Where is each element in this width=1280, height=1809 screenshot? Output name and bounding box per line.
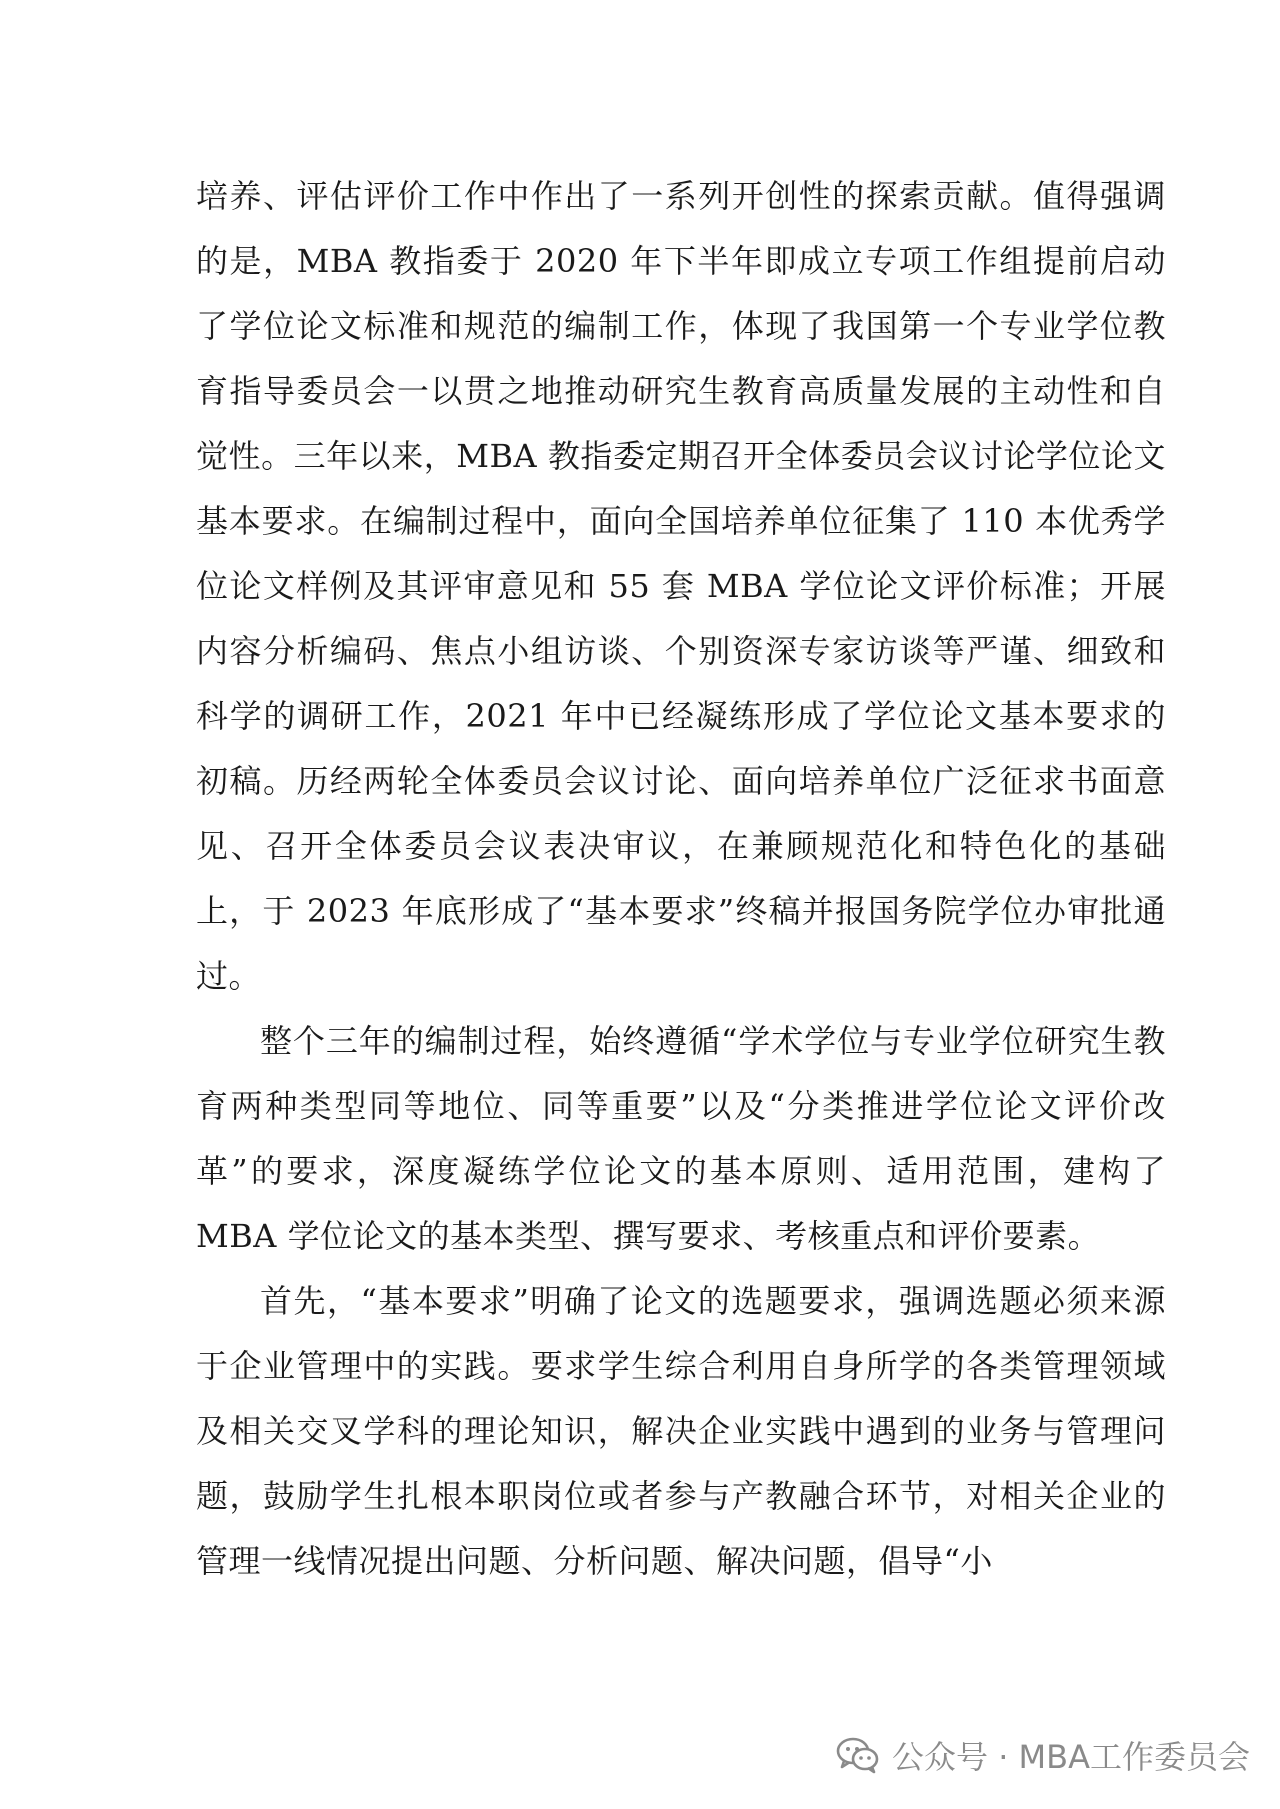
paragraph-1: 培养、评估评价工作中作出了一系列开创性的探索贡献。值得强调的是，MBA 教指委于 2020 年下半年即成立专项工作组提前启动了学位论文标准和规范的编制工作，体现了我国第一个专业学位教育指导委员会一以贯之地推动研究生教育高质量发展的主动性和自觉性。三年以来，MBA 教指委定期召开全体委员会议讨论学位论文基本要求。在编制过程中，面向全国培养单位征集了 110 本优秀学位论文样例及其评审意见和 55 套 MBA 学位论文评价标准；开展内容分析编码、焦点小组访谈、个别资深专家访谈等严谨、细致和科学的调研工作，2021 年中已经凝练形成了学位论文基本要求的初稿。历经两轮全体委员会议讨论、面向培养单位广泛征求书面意见、召开全体委员会议表决审议，在兼顾规范化和特色化的基础上，于 2023 年底形成了“基本要求”终稿并报国务院学位办审批通过。 (196, 177, 1166, 995)
paragraph-2: 整个三年的编制过程，始终遵循“学术学位与专业学位研究生教育两种类型同等地位、同等重要”以及“分类推进学位论文评价改革”的要求，深度凝练学位论文的基本原则、适用范围，建构了 MBA 学位论文的基本类型、撰写要求、考核重点和评价要素。 (196, 1022, 1166, 1255)
paragraph-3: 首先，“基本要求”明确了论文的选题要求，强调选题必须来源于企业管理中的实践。要求学生综合利用自身所学的各类管理领域及相关交叉学科的理论知识，解决企业实践中遇到的业务与管理问题，鼓励学生扎根本职岗位或者参与产教融合环节，对相关企业的管理一线情况提出问题、分析问题、解决问题，倡导“小 (196, 1282, 1166, 1580)
wechat-icon (836, 1735, 880, 1775)
wechat-watermark (836, 1729, 1250, 1781)
document-body (196, 164, 1166, 1594)
watermark-label: 公众号 · MBA工作委员会 (892, 1738, 1250, 1776)
